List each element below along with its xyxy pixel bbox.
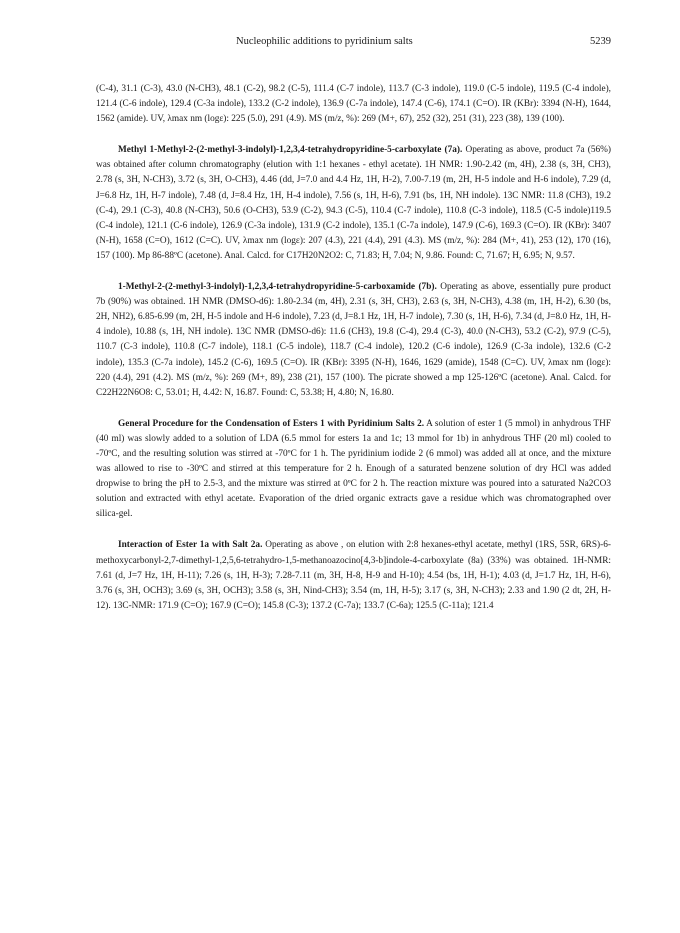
paragraph-ester-1a-salt-2a — [96, 538, 611, 613]
compound-7a-text: Operating as above, product 7a (56%) was obtained after column chromatography (elution with 1:1 hexanes - ethyl acetate). 1H NMR: 1.90-2.42 (m, 4H), 2.38 (s, 3H, CH3), 2.78 (s, 3H, N-CH3), 3.72 (s, 3H, O-CH3), 4.46 (dd, J=7.0 and 4.4 Hz, 1H, H-2), 7.00-7.19 (m, 2H, H-5 indole and H-6 indole), 7.29 (d, J=6.8 Hz, 1H, H-7 indole), 7.48 (d, J=8.4 Hz, 1H, H-4 indole), 7.56 (s, 1H, H-6), 7.91 (bs, 1H, NH indole). 13C NMR: 11.8 (CH3), 19.2 (C-4), 29.1 (C-3), 40.8 (N-CH3), 50.6 (O-CH3), 53.9 (C-2), 94.3 (C-5), 110.4 (C-7 indole), 110.8 (C-3 indole), 118.5 (C-5 indole)119.5 (C-4 indole), 121.1 (C-6 indole), 126.9 (C-3a indole), 131.9 (C-2 indole), 135.1 (C-7a indole), 147.9 (C-6), 169.3 (C=O). IR (KBr): 3407 (N-H), 1658 (C=O), 1612 (C=C). UV, λmax nm (logε): 207 (4.3), 221 (4.4), 291 (4.3). MS (m/z, %): 284 (M+, 41), 253 (12), 170 (16), 157 (100). Mp 86-88ºC (acetone). Anal. Calcd. for C17H20N2O2: C, 71.83; H, 7.04; N, 9.86. Found: C, 71.67; H, 6.95; N, 9.57. — [96, 145, 612, 261]
page-number: 5239 — [590, 36, 611, 47]
general-procedure-heading: General Procedure for the Condensation of Esters 1 with Pyridinium Salts 2. — [118, 418, 425, 429]
compound-7b-text: Operating as above, essentially pure product 7b (90%) was obtained. 1H NMR (DMSO-d6): 1.80-2.34 (m, 4H), 2.31 (s, 3H, CH3), 2.63 (s, 3H, N-CH3), 4.38 (m, 1H, H-2), 6.30 (bs, 2H, NH2), 6.85-6.99 (m, 2H, H-5 indole and H-6 indole), 7.23 (d, J=8.1 Hz, 1H, H-7 indole), 7.30 (s, 1H, H-6), 7.34 (d, J=8.0 Hz, 1H, H-4 indole), 10.88 (s, 1H, NH indole). 13C NMR (DMSO-d6): 11.6 (CH3), 19.8 (C-4), 29.4 (C-3), 40.0 (N-CH3), 53.2 (C-2), 97.9 (C-5), 110.7 (C-3 indole), 110.8 (C-7 indole), 118.1 (C-5 indole), 118.7 (C-4 indole), 120.2 (C-6 indole), 126.9 (C-3a indole), 132.6 (C-2 indole), 135.3 (C-7a indole), 145.2 (C-6), 169.5 (C=O). IR (KBr): 3395 (N-H), 1646, 1629 (amide), 1548 (C=C). UV, λmax nm (logε): 220 (4.4), 291 (4.2). MS (m/z, %): 269 (M+, 89), 238 (21), 157 (100). The picrate showed a mp 125-126ºC (acetone). Anal. Calcd. for C22H22N6O8: C, 53.01; H, 4.42: N, 16.87. Found: C, 53.38; H, 4.80; N, 16.80. — [96, 282, 611, 398]
running-head — [0, 36, 680, 52]
general-procedure-text: A solution of ester 1 (5 mmol) in anhydrous THF (40 ml) was slowly added to a solution of LDA (6.5 mmol for esters 1a and 1c; 13 mmol for 1b) in anhydrous THF (20 ml) cooled to -70ºC, and the resulting solution was stirred at -70ºC for 1 h. The pyridinium iodide 2 (6 mmol) was added all at once, and the mixture was allowed to rise to -30ºC and stirred at this temperature for 2 h. Enough of a saturated benzene solution of dry HCl was added dropwise to bring the pH to 2.5-3, and the mixture was stirred at 0ºC for 2 h. The reaction mixture was poured into a saturated Na2CO3 solution and extracted with ethyl acetate. Evaporation of the dried organic extracts gave a residue which was chromatographed over silica-gel. — [96, 418, 611, 520]
ester-1a-salt-2a-heading: Interaction of Ester 1a with Salt 2a. — [118, 540, 263, 551]
running-head-title: Nucleophilic additions to pyridinium salts — [236, 36, 413, 47]
compound-7b-heading: 1-Methyl-2-(2-methyl-3-indolyl)-1,2,3,4-tetrahydropyridine-5-carboxamide (7b). — [118, 282, 437, 293]
article-body — [96, 82, 611, 614]
paragraph-text: (C-4), 31.1 (C-3), 43.0 (N-CH3), 48.1 (C-2), 98.2 (C-5), 111.4 (C-7 indole), 113.7 (C-3 indole), 119.0 (C-5 indole), 119.5 (C-4 indole), 121.4 (C-6 indole), 129.4 (C-3a indole), 133.2 (C-2 indole), 136.9 (C-7a indole), 147.4 (C-6), 174.1 (C=O). IR (KBr): 3394 (N-H), 1644, 1562 (amide). UV, λmax nm (logε): 225 (5.0), 291 (4.9). MS (m/z, %): 269 (M+, 67), 252 (32), 251 (31), 223 (38), 139 (100). — [96, 84, 611, 125]
compound-7a-heading: Methyl 1-Methyl-2-(2-methyl-3-indolyl)-1,2,3,4-tetrahydropyridine-5-carboxylate (7a). — [118, 145, 463, 156]
paragraph-compound-7a — [96, 143, 611, 264]
paragraph-spectral-data-continued — [96, 82, 611, 127]
paragraph-compound-7b — [96, 280, 611, 401]
ester-1a-salt-2a-text: Operating as above , on elution with 2:8 hexanes-ethyl acetate, methyl (1RS, 5SR, 6RS)-6-methoxycarbonyl-2,7-dimethyl-1,2,5,6-tetrahydro-1,5-methanoazocino[4,3-b]indole-4-carboxylate (8a) (33%) was obtained. 1H-NMR: 7.61 (d, J=7 Hz, 1H, H-11); 7.26 (s, 1H, H-3); 7.28-7.11 (m, 3H, H-8, H-9 and H-10); 4.54 (bs, 1H, H-1); 4.03 (d, J=1.7 Hz, 1H, H-6), 3.76 (s, 3H, OCH3); 3.69 (s, 3H, OCH3); 3.58 (s, 3H, Nind-CH3); 3.54 (m, 1H, H-5); 3.17 (s, 3H, N-CH3); 2.33 and 1.90 (2 dt, 2H, H-12). 13C-NMR: 171.9 (C=O); 167.9 (C=O); 145.8 (C-3); 137.2 (C-7a); 133.7 (C-6a); 125.5 (C-11a); 121.4 — [96, 540, 611, 611]
paragraph-general-procedure — [96, 417, 611, 523]
